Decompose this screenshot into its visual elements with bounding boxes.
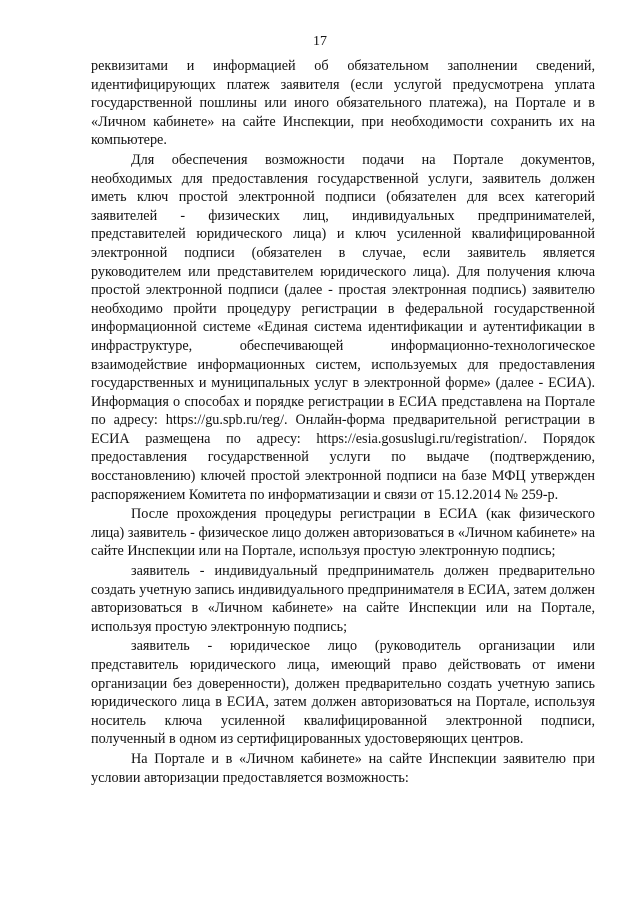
paragraph-individual-authorization: После прохождения процедуры регистрации в ЕСИА (как физического лица) заявитель - физическое лицо должен авторизоваться в «Личном кабинете» на сайте Инспекции или на Портале, используя простую электронную подпись; xyxy=(91,506,595,560)
paragraph-entrepreneur-authorization: заявитель - индивидуальный предприниматель должен предварительно создать учетную запись индивидуального предпринимателя в ЕСИА, затем должен авторизоваться в «Личном кабинете» на сайте Инспекции или на Портале, используя простую электронную подпись; xyxy=(91,563,595,635)
document-body xyxy=(91,57,595,788)
page-number: 17 xyxy=(313,34,327,49)
paragraph-portal-capabilities: На Портале и в «Личном кабинете» на сайте Инспекции заявителю при условии авторизации предоставляется возможность: xyxy=(91,750,595,786)
paragraph-electronic-signature: Для обеспечения возможности подачи на Портале документов, необходимых для предоставления государственной услуги, заявитель должен иметь ключ простой электронной подписи (обязателен для всех категорий заявителей - физических лиц, индивидуальных предпринимателей, представителей юридического лица) и ключ усиленной квалифицированной электронной подписи (обязателен в случае, если заявитель является руководителем или представителем юридического лица). Для получения ключа простой электронной подписи (далее - простая электронная подпись) заявителю необходимо пройти процедуру регистрации в федеральной государственной информационной системе «Единая система идентификации и аутентификации в инфраструктуре, обеспечивающей информационно-технологическое взаимодействие информационных систем, используемых для предоставления государственных и муниципальных услуг в электронной форме» (далее - ЕСИА). Информация о способах и порядке регистрации в ЕСИА представлена на Портале по адресу: https://gu.spb.ru/reg/. Онлайн-форма предварительной регистрации в ЕСИА размещена по адресу: https://esia.gosuslugi.ru/registration/. Порядок предоставления государственной услуги по выдаче (подтверждению, восстановлению) ключей простой электронной подписи на базе МФЦ утвержден распоряжением Комитета по информатизации и связи от 15.12.2014 № 259-р. xyxy=(91,151,595,503)
paragraph-legal-entity-authorization: заявитель - юридическое лицо (руководитель организации или представитель юридического лица, имеющий право действовать от имени организации без доверенности), должен предварительно создать учетную запись юридического лица в ЕСИА, затем должен авторизоваться на Портале, используя носитель ключа усиленной квалифицированной электронной подписи, полученный в одном из сертифицированных удостоверяющих центров. xyxy=(91,638,595,748)
paragraph-payment-details: реквизитами и информацией об обязательном заполнении сведений, идентифицирующих платеж заявителя (если услугой предусмотрена уплата государственной пошлины или иного обязательного платежа), на Портале и в «Личном кабинете» на сайте Инспекции, при необходимости сохранить их на компьютере. xyxy=(91,58,595,149)
